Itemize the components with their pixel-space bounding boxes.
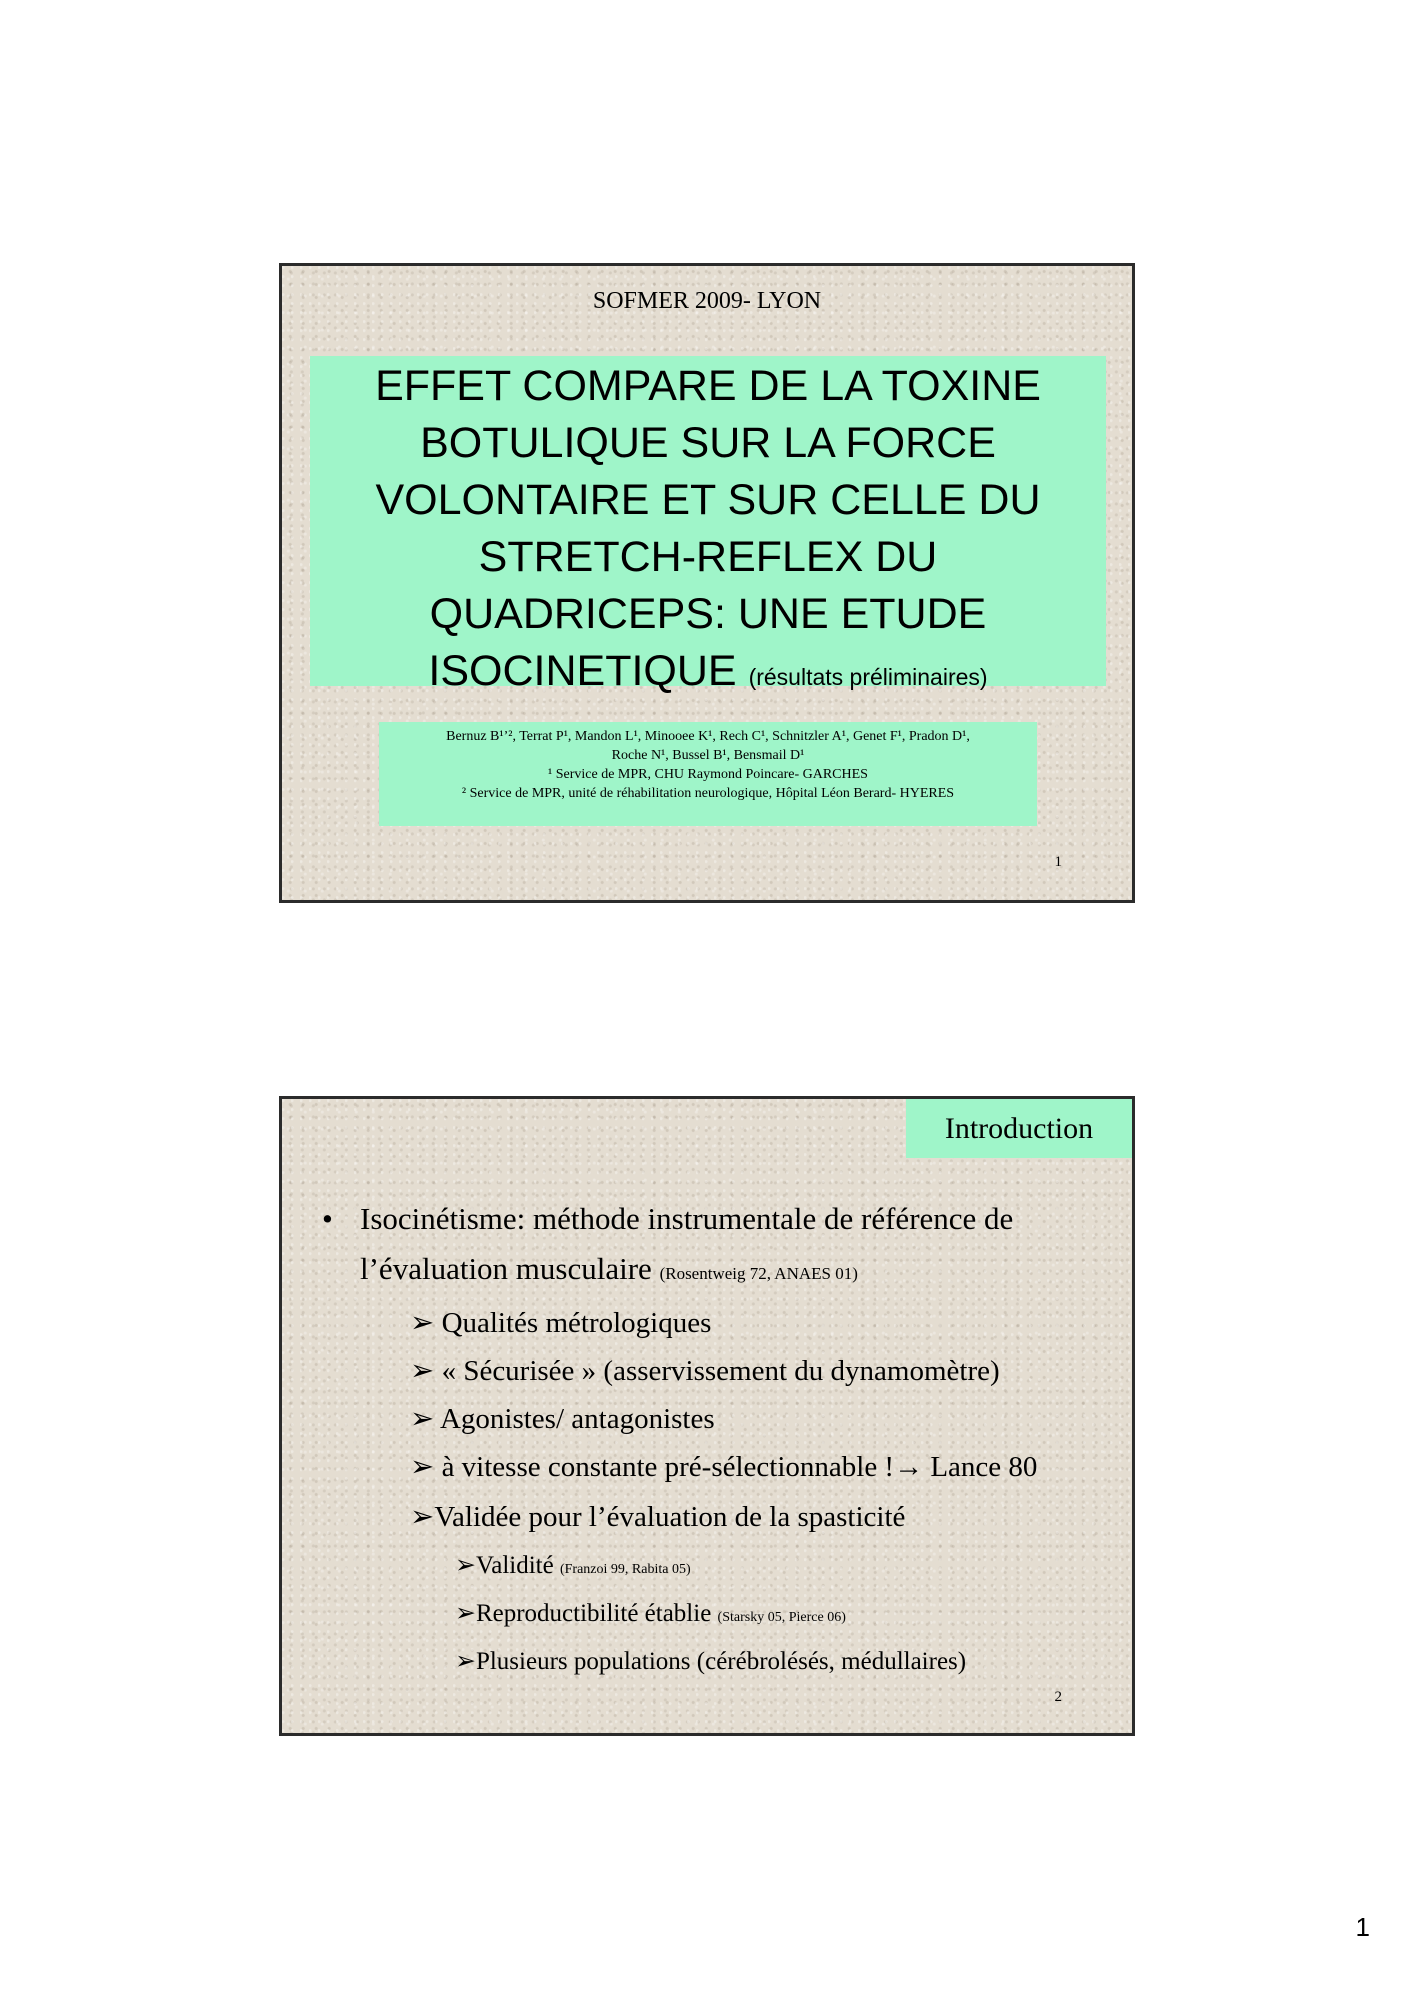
title-line: VOLONTAIRE ET SUR CELLE DU [375, 476, 1041, 524]
sub-sub-bullet-text: Plusieurs populations (cérébrolésés, médullaires) [475, 1648, 967, 1675]
bullet-dot-icon: • [322, 1201, 333, 1236]
title-line: EFFET COMPARE DE LA TOXINE [375, 362, 1041, 410]
slide-2 [279, 1096, 1135, 1736]
page-number: 1 [1355, 1912, 1370, 1942]
sub-bullet-suffix: Lance 80 [930, 1451, 1038, 1483]
main-bullet [322, 1194, 1112, 1299]
conference-title: SOFMER 2009- LYON [592, 288, 822, 314]
sub-sub-bullet-text: Reproductibilité établie [475, 1600, 712, 1627]
sub-bullet-text: Validée pour l’évaluation de la spasticité [434, 1501, 906, 1533]
arrow-bullet-icon: ➢ [455, 1648, 476, 1675]
section-title: Introduction [906, 1099, 1132, 1158]
sub-bullet-text: à vitesse constante pré-sélectionnable ! [441, 1451, 895, 1483]
authors-line: Bernuz B¹’², Terrat P¹, Mandon L¹, Minooee K¹, Rech C¹, Schnitzler A¹, Genet F¹, Pradon D¹, [446, 729, 970, 744]
arrow-bullet-icon: ➢ [410, 1451, 435, 1483]
title-line: STRETCH-REFLEX DU [478, 533, 938, 581]
affiliation-line: ² Service de MPR, unité de réhabilitation neurologique, Hôpital Léon Berard- HYERES [461, 786, 955, 801]
slide-number: 2 [1054, 1689, 1062, 1705]
arrow-right-icon: → [894, 1451, 924, 1483]
arrow-bullet-icon: ➢ [455, 1600, 476, 1627]
title-word-isocinetique: ISOCINETIQUE [428, 647, 737, 695]
bullet-list [322, 1194, 1112, 1684]
sub-sub-bullet [322, 1640, 1112, 1684]
sub-bullet-text: « Sécurisée » (asservissement du dynamomètre) [441, 1355, 1000, 1387]
authors-line: Roche N¹, Bussel B¹, Bensmail D¹ [611, 748, 805, 763]
arrow-bullet-icon: ➢ [455, 1552, 476, 1579]
title-suffix: (résultats préliminaires) [748, 664, 988, 690]
arrow-bullet-icon: ➢ [410, 1501, 435, 1533]
affiliation-line: ¹ Service de MPR, CHU Raymond Poincare- GARCHES [548, 767, 868, 782]
citation: (Rosentweig 72, ANAES 01) [659, 1264, 858, 1283]
main-bullet-line2: l’évaluation musculaire [360, 1251, 652, 1286]
title-box [310, 356, 1106, 695]
sub-bullet [322, 1299, 1112, 1347]
authors-box [379, 722, 1037, 826]
citation: (Starsky 05, Pierce 06) [717, 1610, 846, 1625]
sub-bullet-text: Agonistes/ antagonistes [439, 1403, 715, 1435]
title-line: BOTULIQUE SUR LA FORCE [420, 419, 996, 467]
sub-sub-bullet [322, 1592, 1112, 1640]
slide-number: 1 [1054, 854, 1062, 870]
sub-bullet [322, 1347, 1112, 1395]
slide-1 [279, 263, 1135, 903]
sub-sub-bullet-text: Validité [475, 1552, 554, 1579]
arrow-bullet-icon: ➢ [410, 1403, 435, 1435]
sub-bullet [322, 1395, 1112, 1443]
sub-sub-bullet [322, 1544, 1112, 1592]
sub-bullet-text: Qualités métrologiques [441, 1307, 712, 1339]
arrow-bullet-icon: ➢ [410, 1307, 435, 1339]
main-bullet-line1: Isocinétisme: méthode instrumentale de référence de [360, 1201, 1014, 1236]
title-line: QUADRICEPS: UNE ETUDE [429, 590, 987, 638]
sub-bullet [322, 1491, 1112, 1544]
title-line-last [310, 643, 1106, 706]
citation: (Franzoi 99, Rabita 05) [559, 1562, 691, 1577]
arrow-bullet-icon: ➢ [410, 1355, 435, 1387]
sub-bullet [322, 1443, 1112, 1491]
